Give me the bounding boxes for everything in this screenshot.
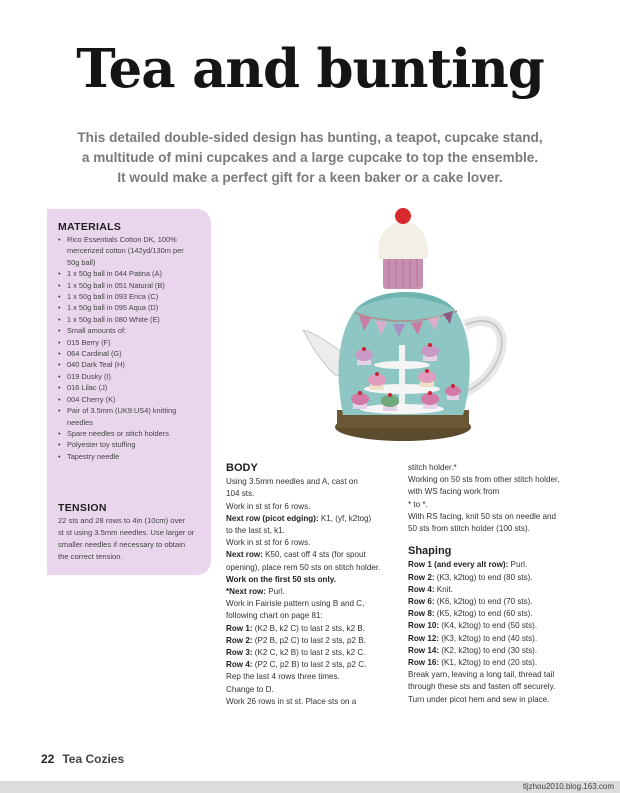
instruction-text: K50, cast off 4 sts (for spout	[262, 550, 366, 560]
instruction-text: through these sts and fasten off securely.	[408, 682, 556, 692]
intro-line: a multitude of mini cupcakes and a large cupcake to top the ensemble.	[81, 150, 539, 165]
instruction-text: Using 3.5mm needles and A, cast on	[226, 477, 358, 487]
instruction-text: Work in st st for 6 rows.	[226, 538, 311, 548]
instruction-line	[226, 659, 396, 671]
instruction-line	[226, 525, 396, 537]
instruction-line	[226, 598, 396, 610]
instruction-label: Row 2:	[226, 635, 253, 645]
materials-heading: MATERIALS	[58, 221, 122, 233]
instruction-line	[226, 623, 396, 635]
instruction-text: Turn under picot hem and sew in place.	[408, 694, 550, 704]
tension-line: smaller needles if necessary to obtain	[58, 540, 186, 549]
instruction-label: Row 12:	[408, 633, 440, 643]
tension-line: 22 sts and 28 rows to 4in (10cm) over	[58, 516, 186, 525]
instruction-line	[226, 610, 396, 622]
instruction-line	[408, 620, 588, 632]
instruction-label: Row 2:	[408, 572, 435, 582]
instruction-line	[408, 499, 588, 511]
instruction-line	[408, 694, 588, 706]
instruction-text: following chart on page 81:	[226, 611, 323, 621]
finishing-instructions	[408, 462, 588, 706]
instruction-line	[408, 559, 588, 571]
instruction-line	[226, 488, 396, 500]
instruction-line	[408, 608, 588, 620]
instruction-line	[408, 523, 588, 535]
materials-item: • 1 x 50g ball in 093 Erica (C)	[58, 291, 208, 302]
page-footer	[41, 752, 124, 766]
instruction-line	[408, 669, 588, 681]
instruction-line	[408, 645, 588, 657]
materials-item: • 016 Lilac (J)	[58, 382, 208, 393]
instruction-text: (K6, k2tog) to end (70 sts).	[434, 597, 533, 607]
instruction-line	[226, 537, 396, 549]
instruction-text: Purl.	[266, 587, 285, 597]
instruction-text: Break yarn, leaving a long tail, thread tail	[408, 670, 555, 680]
instruction-text: Purl.	[508, 560, 528, 570]
instruction-line	[408, 474, 588, 486]
tension-heading: TENSION	[58, 502, 107, 514]
materials-item: • Spare needles or stitch holders	[58, 428, 208, 439]
instruction-text: (K5, k2tog) to end (60 sts).	[434, 609, 533, 619]
page-number: 22	[41, 752, 55, 766]
tension-text	[58, 515, 208, 563]
materials-item: • Tapestry needle	[58, 451, 208, 462]
instruction-text: 104 sts.	[226, 489, 255, 499]
instruction-line	[408, 462, 588, 474]
instruction-line	[408, 596, 588, 608]
instruction-line	[226, 647, 396, 659]
instruction-label: Row 1 (and every alt row):	[408, 560, 509, 570]
instruction-text: (P2 B, p2 C) to last 2 sts, p2 B.	[252, 635, 366, 645]
instruction-text: 50 sts from stitch holder (100 sts).	[408, 524, 530, 534]
instruction-text: Work in Fairisle pattern using B and C,	[226, 599, 365, 609]
instruction-text: With RS facing, knit 50 sts on needle and	[408, 511, 557, 521]
materials-item: • 1 x 50g ball in 095 Aqua (D)	[58, 302, 208, 313]
materials-item: mercerized cotton (142yd/130m per	[67, 246, 184, 256]
instruction-label: Row 16:	[408, 658, 440, 668]
instruction-line	[226, 684, 396, 696]
instruction-label: Row 3:	[226, 648, 253, 658]
instruction-line	[226, 562, 396, 574]
instruction-label: Next row:	[226, 550, 263, 560]
instruction-label: Row 14:	[408, 645, 440, 655]
instruction-label: *Next row:	[226, 587, 267, 597]
instruction-text: Rep the last 4 rows three times.	[226, 672, 340, 682]
instruction-text: to the last st, k1.	[226, 526, 285, 536]
instruction-label: Row 8:	[408, 609, 435, 619]
intro-line: This detailed double-sided design has bunting, a teapot, cupcake stand,	[77, 130, 543, 145]
instruction-label: Row 4:	[226, 660, 253, 670]
materials-item: 50g ball)	[67, 257, 96, 267]
instruction-text: (K2 B, k2 C) to last 2 sts, k2 B.	[252, 623, 365, 633]
instruction-line	[408, 572, 588, 584]
materials-item: needles	[67, 417, 93, 427]
instruction-text: Change to D.	[226, 684, 274, 694]
instruction-line	[408, 486, 588, 498]
materials-item: • 1 x 50g ball in 051 Natural (B)	[58, 280, 208, 291]
instruction-line	[226, 696, 396, 708]
instruction-text: opening), place rem 50 sts on stitch holder.	[226, 562, 381, 572]
instruction-text: (K1, k2tog) to end (20 sts).	[439, 658, 538, 668]
materials-item: • Pair of 3.5mm (UK9:US4) knitting	[58, 405, 208, 416]
instruction-text: * to *.	[408, 499, 428, 509]
instruction-text: K1, (yf, k2tog)	[318, 513, 372, 523]
instruction-label: Work on the first 50 sts only.	[226, 574, 336, 584]
materials-item: • 015 Berry (F)	[58, 337, 208, 348]
instruction-line	[226, 635, 396, 647]
instruction-line	[226, 513, 396, 525]
watermark-text: tljzhou2010.blog.163.com	[522, 782, 614, 791]
instruction-label: Next row (picot edging):	[226, 513, 319, 523]
materials-item: • 064 Cardinal (G)	[58, 348, 208, 359]
instruction-text: (K3, k2tog) to end (80 sts).	[434, 572, 533, 582]
instruction-text: (K2 C, k2 B) to last 2 sts, k2 C.	[252, 648, 366, 658]
instruction-label: Row 6:	[408, 597, 435, 607]
materials-item: • 019 Dusky (I)	[58, 371, 208, 382]
materials-list	[58, 234, 208, 462]
instruction-line	[226, 671, 396, 683]
instruction-label: Row 1:	[226, 623, 253, 633]
materials-item: • 1 x 50g ball in 080 White (E)	[58, 314, 208, 325]
materials-item: • Rico Essentials Cotton DK, 100%	[58, 234, 208, 245]
instruction-text: Work in st st for 6 rows.	[226, 501, 311, 511]
section-name: Tea Cozies	[62, 752, 125, 766]
materials-item: • 1 x 50g ball in 044 Patina (A)	[58, 268, 208, 279]
instruction-line	[226, 476, 396, 488]
materials-item: • Small amounts of:	[58, 325, 208, 336]
materials-item: • Polyester toy stuffing	[58, 439, 208, 450]
instruction-line	[408, 584, 588, 596]
instruction-label: Row 4:	[408, 584, 435, 594]
instruction-line	[226, 501, 396, 513]
instruction-text: Working on 50 sts from other stitch holder,	[408, 475, 560, 485]
shaping-heading: Shaping	[408, 545, 452, 558]
instruction-text: (K3, k2tog) to end (40 sts).	[439, 633, 538, 643]
materials-item: • 040 Dark Teal (H)	[58, 359, 208, 370]
intro-text	[28, 128, 592, 188]
materials-item: • 004 Cherry (K)	[58, 394, 208, 405]
instruction-line	[408, 511, 588, 523]
instruction-text: (P2 C, p2 B) to last 2 sts, p2 C.	[252, 660, 367, 670]
tension-line: the correct tension.	[58, 552, 123, 561]
intro-line: It would make a perfect gift for a keen baker or a cake lover.	[117, 170, 503, 185]
instruction-line	[226, 574, 396, 586]
instruction-text: (K4, k2tog) to end (50 sts).	[439, 621, 538, 631]
body-instructions	[226, 462, 396, 708]
teapot-cozy-photo	[295, 205, 510, 450]
instruction-line	[408, 657, 588, 669]
instruction-text: (K2, k2tog) to end (30 sts).	[439, 645, 538, 655]
instruction-text: Work 26 rows in st st. Place sts on a	[226, 696, 357, 706]
instruction-label: Row 10:	[408, 621, 440, 631]
instruction-line	[408, 633, 588, 645]
instruction-text: Knit.	[434, 584, 453, 594]
tension-line: st st using 3.5mm needles. Use larger or	[58, 528, 195, 537]
instruction-line	[226, 586, 396, 598]
instruction-text: stitch holder.*	[408, 463, 457, 472]
instruction-line	[408, 681, 588, 693]
body-heading: BODY	[226, 462, 258, 474]
instruction-text: with WS facing work from	[408, 487, 500, 497]
instruction-line	[226, 549, 396, 561]
page-title: Tea and bunting	[76, 38, 544, 100]
watermark-bar	[0, 781, 620, 793]
